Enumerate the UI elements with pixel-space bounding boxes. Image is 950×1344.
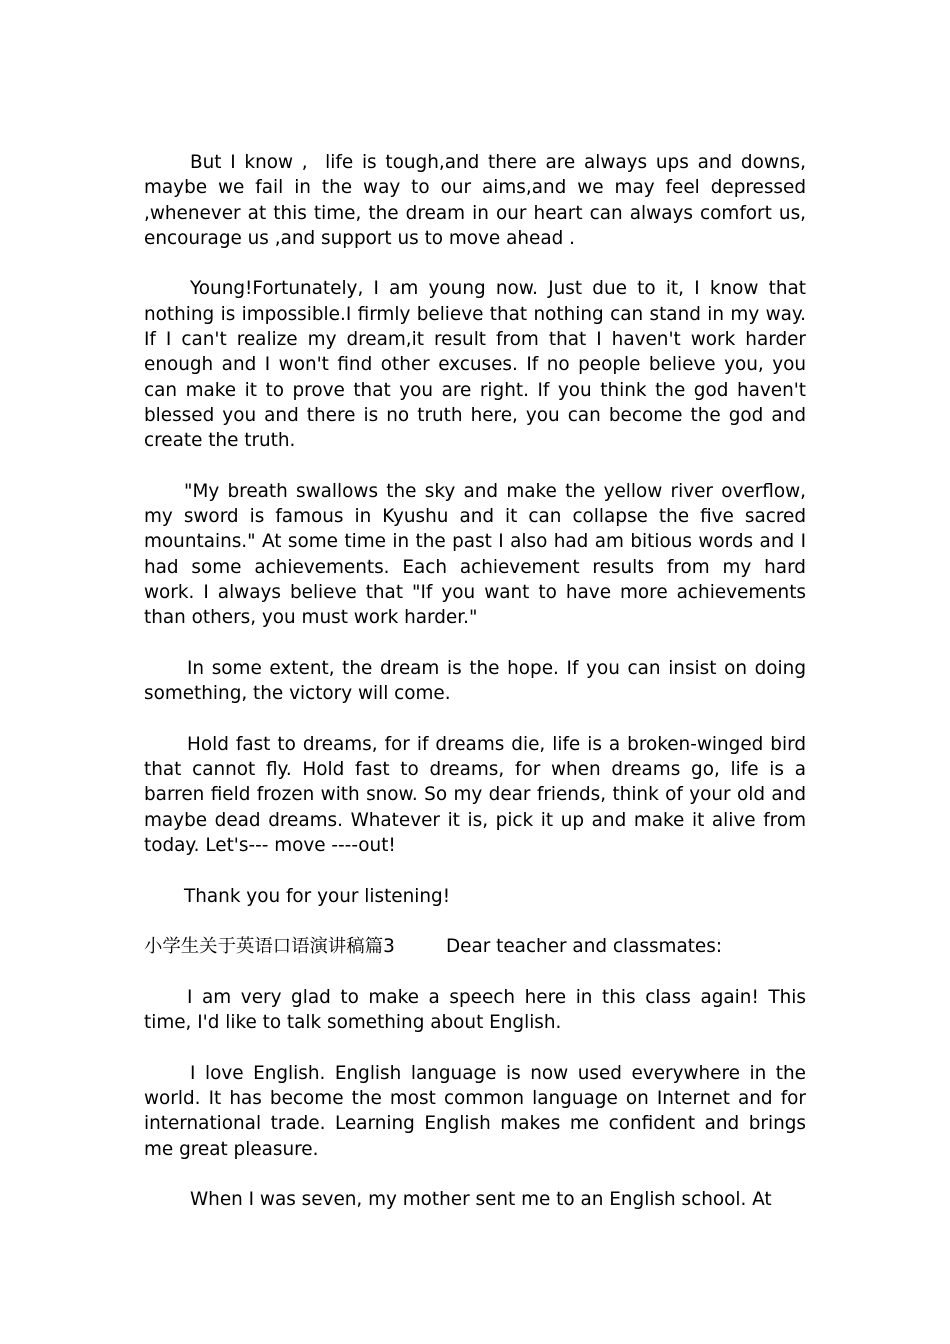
document-body <box>144 150 806 1238</box>
paragraph-1: But I know , life is tough,and there are always ups and downs, maybe we fail in the way to our aims,and we may feel depressed ,whenever at this time, the dream in our heart can always comfort us, encourage us ,and support us to move ahead . <box>144 152 806 249</box>
paragraph-9: When I was seven, my mother sent me to an English school. At <box>190 1189 772 1211</box>
paragraph-3: "My breath swallows the sky and make the yellow river overflow, my sword is famous in Kyushu and it can collapse the five sacred mountains." At some time in the past I also had am bitious words and I had some achievements. Each achievement results from my hard work. I always believe that "If you want to have more achievements than others, you must work harder." <box>144 480 806 629</box>
paragraph-4: In some extent, the dream is the hope. If you can insist on doing something, the victory will come. <box>144 657 806 705</box>
paragraph-7: I am very glad to make a speech here in this class again! This time, I'd like to talk something about English. <box>144 986 806 1034</box>
paragraph-8: I love English. English language is now used everywhere in the world. It has become the most common language on Internet and for international trade. Learning English makes me confident and brings me great pleasure. <box>144 1062 806 1160</box>
salutation: Dear teacher and classmates: <box>446 936 723 958</box>
paragraph-6: Thank you for your listening! <box>184 885 451 907</box>
paragraph-2: Young!Fortunately, I am young now. Just due to it, I know that nothing is impossible.I firmly believe that nothing can stand in my way. If I can't realize my dream,it result from that I haven't work harder enough and I won't find other excuses. If no people believe you, you can make it to prove that you are right. If you think the god haven't blessed you and there is no truth here, you can become the god and create the truth. <box>144 278 806 452</box>
section-heading: 小学生关于英语口语演讲稿篇3 <box>144 936 395 958</box>
paragraph-5: Hold fast to dreams, for if dreams die, life is a broken-winged bird that cannot fly. Hold fast to dreams, for when dreams go, life is a barren field frozen with snow. So my dear friends, think of your old and maybe dead dreams. Whatever it is, pick it up and make it alive from today. Let's--- move ----out! <box>144 733 806 857</box>
section-heading-line <box>144 934 806 959</box>
